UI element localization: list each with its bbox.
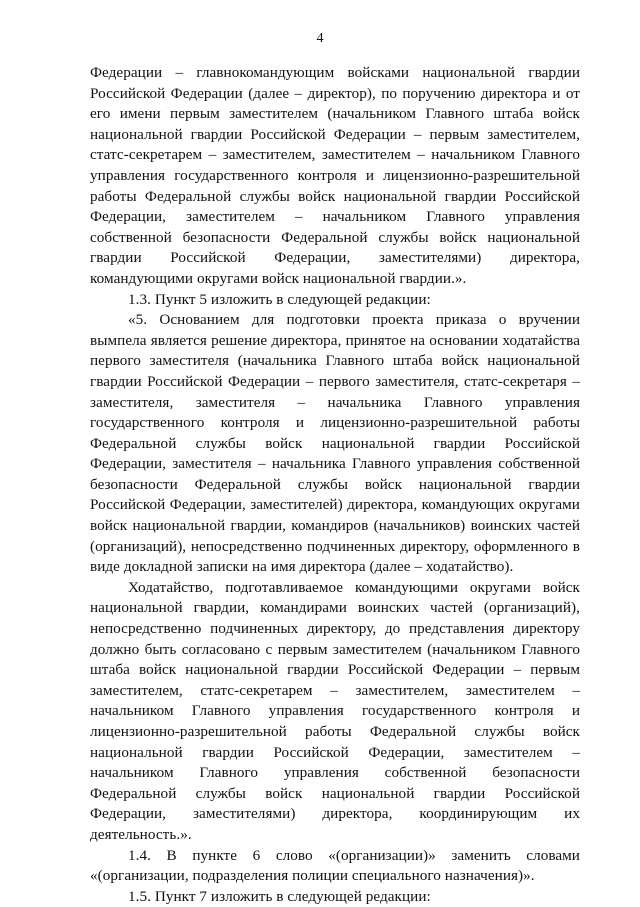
document-body xyxy=(90,63,580,907)
paragraph-petition: Ходатайство, подготавливаемое командующими округами войск национальной гвардии, командирами воинских частей (организаций), непосредственно подчиненных директору, до представления директору должно быть согласовано с первым заместителем (начальником Главного штаба войск национальной гвардии Российской Федерации – первым заместителем, статс-секретарем – заместителем, заместителем – начальником Главного управления государственного контроля и лицензионно-разрешительной работы Федеральной службы войск национальной гвардии Российской Федерации, заместителем – начальником Главного управления собственной безопасности Федеральной службы войск национальной гвардии Российской Федерации, заместителями) директора, координирующим их деятельность.». xyxy=(90,578,580,843)
paragraph-item-1-3: 1.3. Пункт 5 изложить в следующей редакции: xyxy=(128,290,431,308)
paragraph-item-1-4: 1.4. В пункте 6 слово «(организации)» заменить словами «(организации, подразделения полиции специального назначения)». xyxy=(90,846,580,885)
paragraph-item-1-5: 1.5. Пункт 7 изложить в следующей редакции: xyxy=(128,887,431,905)
page-number: 4 xyxy=(316,31,324,46)
paragraph-continuation: Федерации – главнокомандующим войсками национальной гвардии Российской Федерации (далее – директор), по поручению директора и от его имени первым заместителем (начальником Главного штаба войск национальной гвардии Российской Федерации – первым заместителем, статс-секретарем – заместителем, заместителем – начальником Главного управления государственного контроля и лицензионно-разрешительной работы Федеральной службы войск национальной гвардии Российской Федерации, заместителем – начальником Главного управления собственной безопасности Федеральной службы войск национальной гвардии Российской Федерации, заместителями) директора, командующими округами войск национальной гвардии.». xyxy=(90,64,580,287)
paragraph-clause-5: «5. Основанием для подготовки проекта приказа о вручении вымпела является решение директора, принятое на основании ходатайства первого заместителя (начальника Главного штаба войск национальной гвардии Российской Федерации – первого заместителя, статс-секретаря – заместителя, заместителя – начальника Главного управления государственного контроля и лицензионно-разрешительной работы Федеральной службы войск национальной гвардии Российской Федерации, заместителя – начальника Главного управления собственной безопасности Федеральной службы войск национальной гвардии Российской Федерации, заместителей) директора, командующих округами войск национальной гвардии, командиров (начальников) воинских частей (организаций), непосредственно подчиненных директору, оформленного в виде докладной записки на имя директора (далее – ходатайство). xyxy=(90,311,580,576)
